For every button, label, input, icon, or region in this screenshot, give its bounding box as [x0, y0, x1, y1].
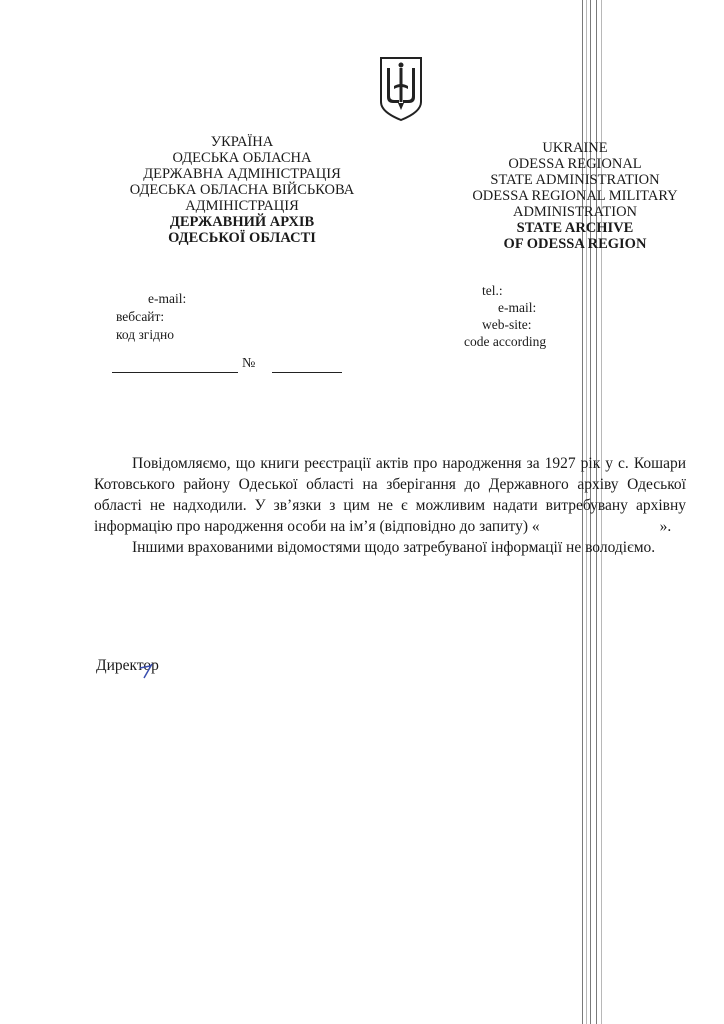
archive-region-en: OF ODESSA REGION: [503, 236, 647, 252]
letter-body: [94, 453, 686, 558]
header-ua-line: ОДЕСЬКА ОБЛАСНА: [172, 150, 312, 166]
header-ua-line: УКРАЇНА: [210, 134, 274, 150]
coat-of-arms-icon: [378, 56, 424, 122]
contact-tel-en: tel.:: [482, 283, 503, 298]
header-ua-line: ДЕРЖАВНА АДМІНІСТРАЦІЯ: [143, 166, 341, 182]
signature-mark: [138, 662, 156, 680]
header-en-line: UKRAINE: [542, 140, 608, 156]
number-sign: №: [242, 356, 256, 371]
contact-website-en: web-site:: [482, 317, 532, 332]
date-underline: [112, 372, 238, 373]
paragraph-1: [94, 453, 686, 537]
archive-region-ua: ОДЕСЬКОЇ ОБЛАСТІ: [168, 230, 316, 246]
registration-line: [112, 356, 344, 376]
header-en-line: ODESSA REGIONAL: [508, 156, 642, 172]
paragraph-2: Іншими врахованими відомостями щодо затребуваної інформації не володіємо.: [132, 539, 656, 556]
header-en-line: ODESSA REGIONAL MILITARY: [472, 188, 678, 204]
contact-website-ua: вебсайт:: [116, 309, 165, 324]
header-ua-line: ОДЕСЬКА ОБЛАСНА ВІЙСЬКОВА: [129, 182, 355, 198]
archive-name-ua: ДЕРЖАВНИЙ АРХІВ: [169, 214, 315, 230]
header-ukrainian: [92, 134, 392, 246]
contact-code-en: code according: [464, 334, 547, 349]
contact-email-en: e-mail:: [498, 300, 537, 315]
contact-email-ua: e-mail:: [148, 291, 187, 306]
contact-code-ua: код згідно: [116, 327, 174, 342]
header-en-line: ADMINISTRATION: [512, 204, 638, 220]
header-english: [460, 140, 690, 252]
number-underline: [272, 372, 342, 373]
archive-name-en: STATE ARCHIVE: [516, 220, 634, 236]
paragraph-1-text: Повідомляємо, що книги реєстрації актів про народження за 1927 рік у с. Кошари Котовського району Одеської області на зберігання до Державного архіву Одеської області не надходили. У зв’язки з цим не є можливим надати витребувану архівну інформацію про народження особи на ім’я (відповідно до запиту) «: [94, 455, 686, 535]
director-title: Директор: [96, 657, 159, 674]
header-en-line: STATE ADMINISTRATION: [490, 172, 660, 188]
paragraph-1-end: ».: [659, 518, 672, 535]
header-ua-line: АДМІНІСТРАЦІЯ: [185, 198, 299, 214]
